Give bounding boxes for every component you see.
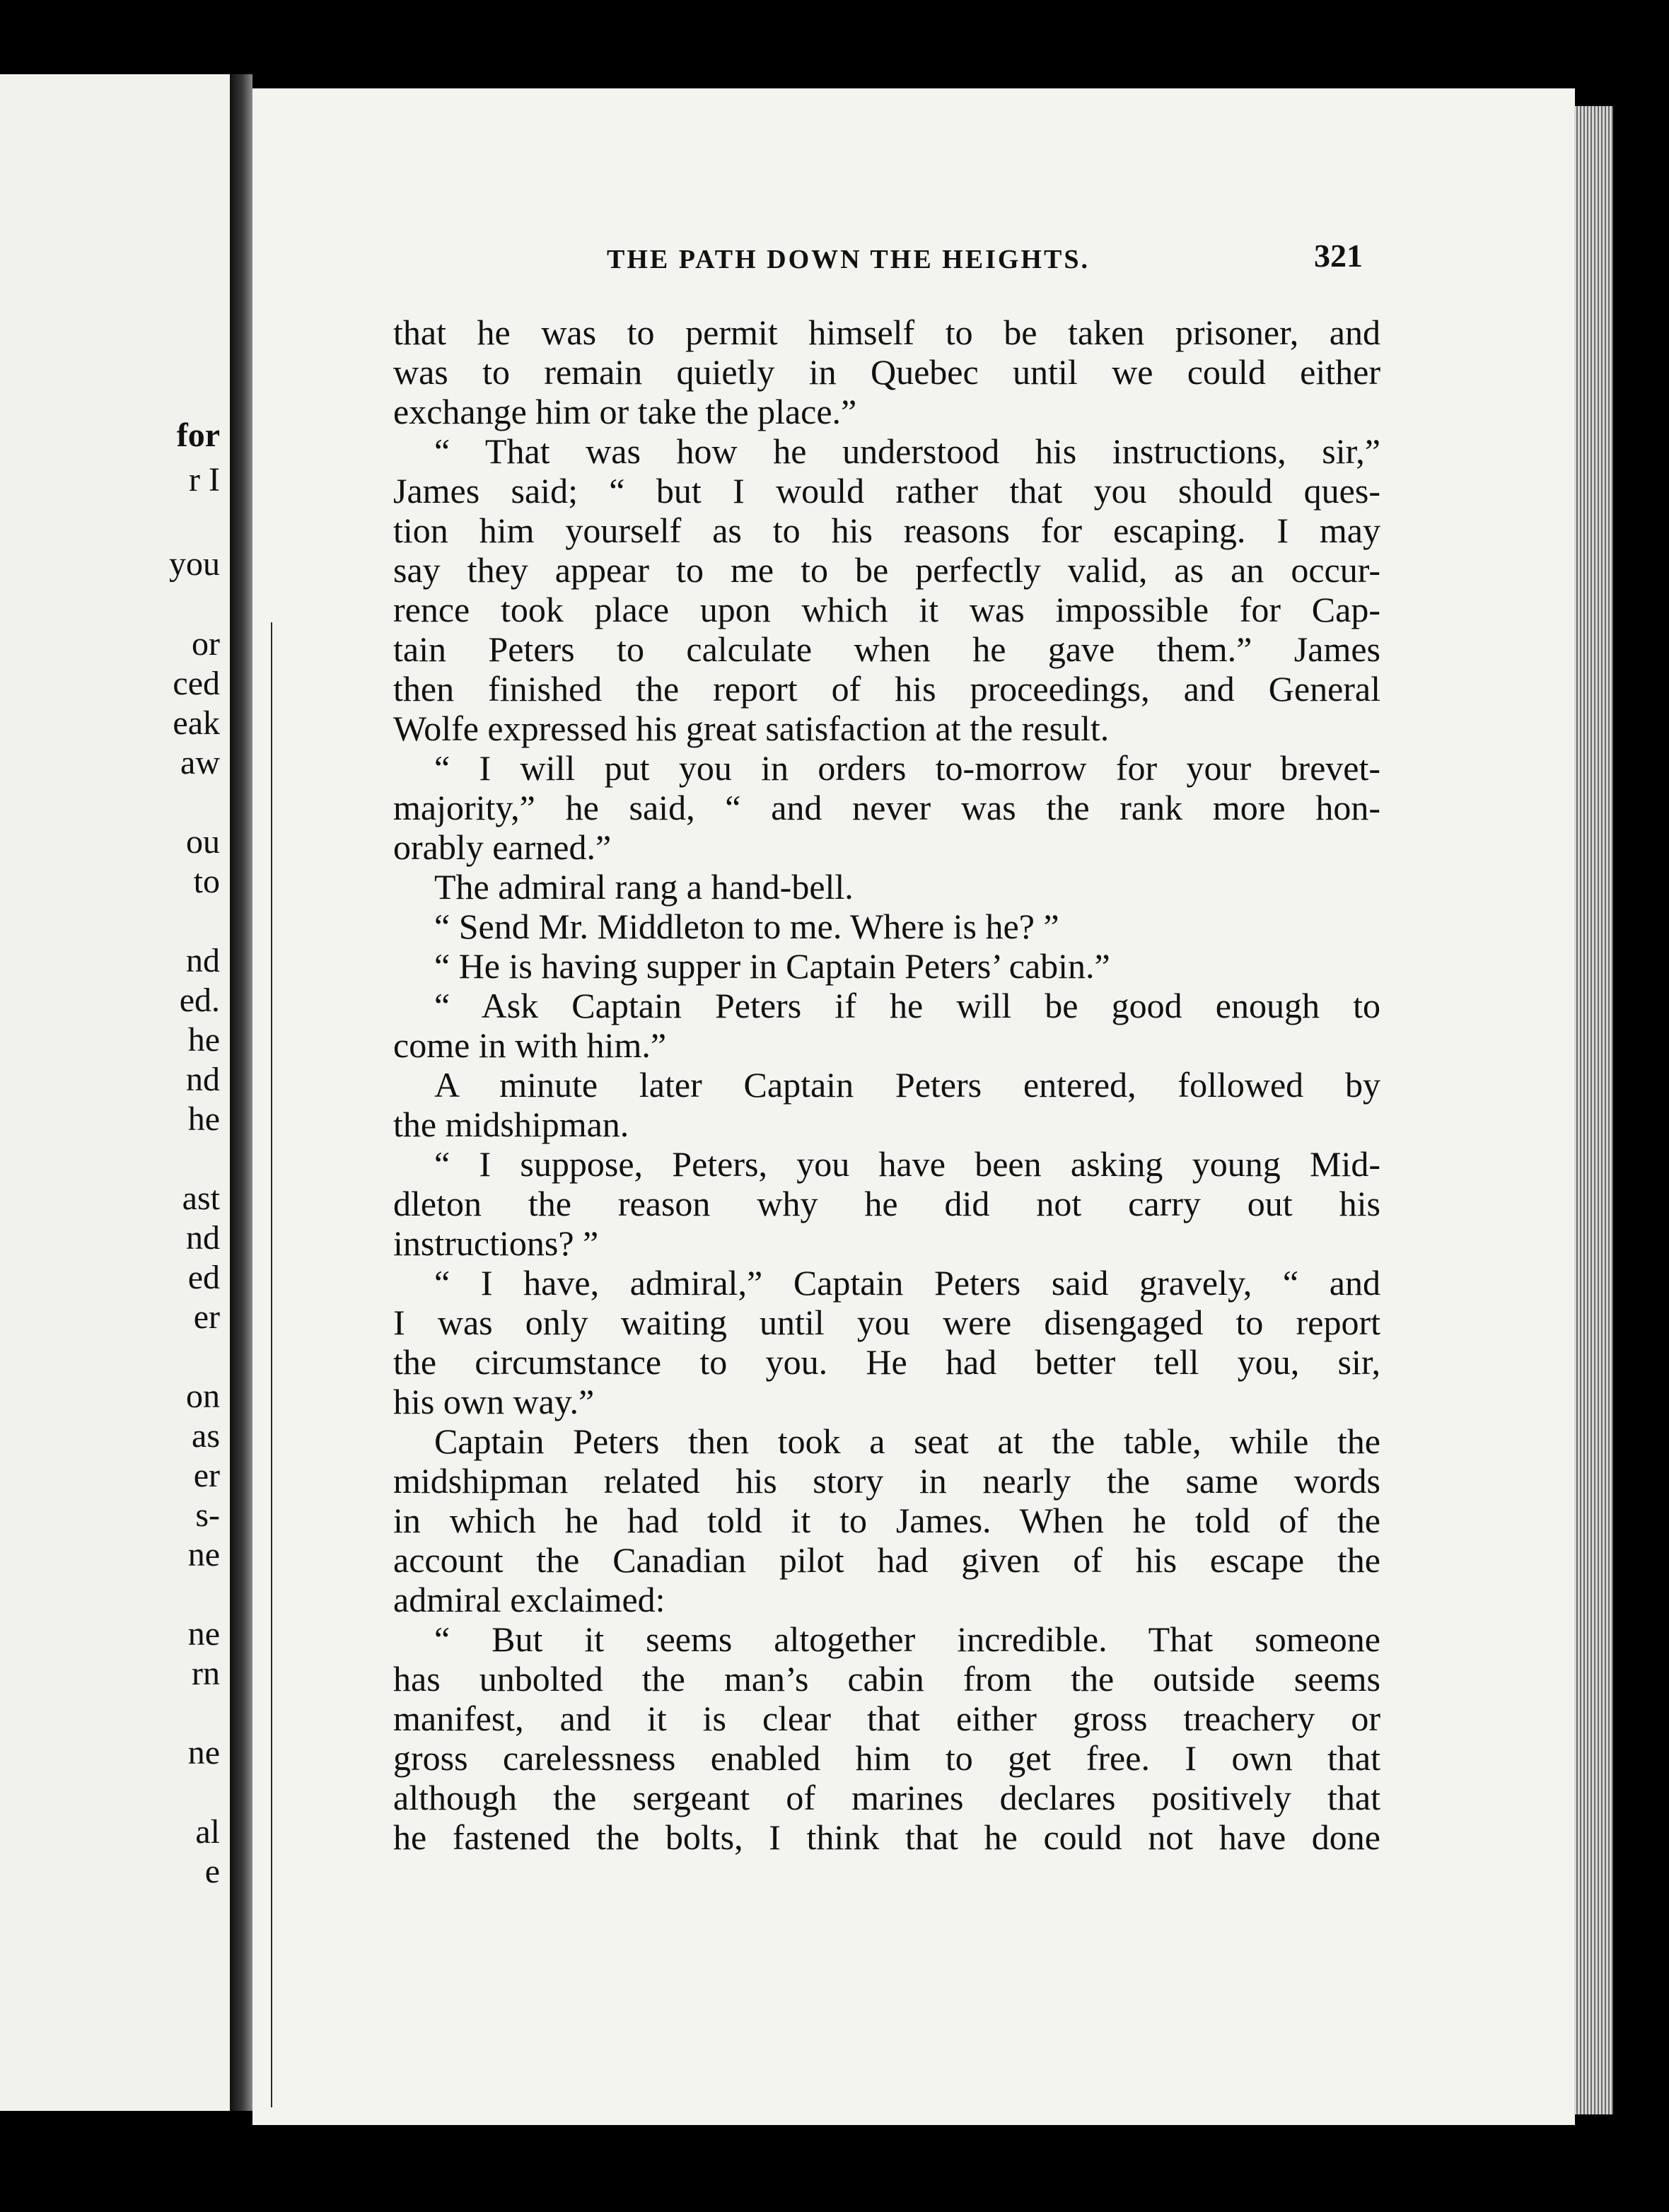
text-line: the circumstance to you. He had better tell you, sir, <box>393 1342 1380 1382</box>
left-page-fragment: ou <box>186 823 220 861</box>
text-line: his own way.” <box>393 1382 595 1421</box>
text-line: he fastened the bolts, I think that he could not have done <box>393 1817 1380 1857</box>
text-line: exchange him or take the place.” <box>393 392 857 431</box>
running-head: THE PATH DOWN THE HEIGHTS. <box>607 245 1090 274</box>
text-line: in which he had told it to James. When he told of the <box>393 1501 1380 1540</box>
text-line: the midshipman. <box>393 1105 629 1144</box>
text-line: tain Peters to calculate when he gave them.” James <box>393 629 1380 669</box>
text-line: Captain Peters then took a seat at the table, while the <box>434 1421 1380 1461</box>
text-line: has unbolted the man’s cabin from the outside seems <box>393 1659 1380 1699</box>
text-line: “ That was how he understood his instructions, sir,” <box>434 431 1380 471</box>
page-number: 321 <box>1314 238 1363 274</box>
left-page-fragment: to <box>193 863 220 900</box>
left-page <box>0 74 230 2111</box>
text-line: orably earned.” <box>393 827 612 867</box>
text-line: come in with him.” <box>393 1025 667 1065</box>
text-line: account the Canadian pilot had given of his escape the <box>393 1540 1380 1580</box>
text-line: dleton the reason why he did not carry out his <box>393 1184 1380 1223</box>
left-page-fragment: ced <box>173 665 220 702</box>
left-page-fragment: nd <box>186 1061 220 1098</box>
left-page-fragment: he <box>187 1021 220 1059</box>
left-page-fragment: he <box>187 1100 220 1138</box>
left-page-fragment: for <box>176 417 220 454</box>
page-edge <box>1574 106 1613 2114</box>
text-line: Wolfe expressed his great satisfaction at the result. <box>393 709 1110 748</box>
text-line: “ But it seems altogether incredible. That someone <box>434 1619 1380 1659</box>
body-text <box>393 313 1380 1857</box>
text-line: tion him yourself as to his reasons for escaping. I may <box>393 511 1380 550</box>
text-line: “ Send Mr. Middleton to me. Where is he? ” <box>434 907 1059 946</box>
left-page-fragment: er <box>193 1298 220 1336</box>
left-page-fragment: er <box>193 1457 220 1494</box>
text-line: manifest, and it is clear that either gross treachery or <box>393 1699 1380 1738</box>
text-line: The admiral rang a hand-bell. <box>434 867 854 907</box>
text-line: that he was to permit himself to be taken prisoner, and <box>393 313 1380 352</box>
left-page-fragment: ed <box>187 1259 220 1296</box>
text-line: instructions? ” <box>393 1223 599 1263</box>
text-line: then finished the report of his proceedings, and General <box>393 669 1380 709</box>
left-page-fragment: as <box>192 1417 220 1455</box>
text-line: I was only waiting until you were disengaged to report <box>393 1303 1380 1342</box>
left-page-fragment: aw <box>180 744 220 781</box>
left-page-fragment: ne <box>187 1734 220 1771</box>
left-page-fragment: nd <box>186 1219 220 1257</box>
page-crease <box>271 622 272 2107</box>
text-line: A minute later Captain Peters entered, followed by <box>434 1065 1380 1105</box>
left-page-fragment: or <box>192 625 220 663</box>
text-line: gross carelessness enabled him to get free. I own that <box>393 1738 1380 1778</box>
left-page-fragment: r I <box>189 461 220 499</box>
text-line: rence took place upon which it was impossible for Cap- <box>393 590 1380 629</box>
text-line: “ He is having supper in Captain Peters’ cabin.” <box>434 946 1110 986</box>
left-page-fragment: al <box>195 1813 220 1851</box>
left-page-fragment: ed. <box>179 982 220 1019</box>
text-line: “ I suppose, Peters, you have been asking young Mid- <box>434 1144 1380 1184</box>
left-page-fragment: you <box>169 545 220 583</box>
left-page-fragment: rn <box>192 1655 220 1692</box>
text-line: say they appear to me to be perfectly valid, as an occur- <box>393 550 1380 590</box>
left-page-fragment: on <box>186 1378 220 1415</box>
left-page-fragment: ne <box>187 1615 220 1653</box>
left-page-fragment: nd <box>186 942 220 979</box>
text-line: although the sergeant of marines declares positively that <box>393 1778 1380 1817</box>
left-page-fragment: eak <box>173 704 220 742</box>
text-line: admiral exclaimed: <box>393 1580 665 1619</box>
text-line: was to remain quietly in Quebec until we could either <box>393 352 1380 392</box>
book-gutter <box>230 74 252 2111</box>
left-page-fragment: ne <box>187 1536 220 1573</box>
text-line: “ Ask Captain Peters if he will be good enough to <box>434 986 1380 1025</box>
text-line: midshipman related his story in nearly the same words <box>393 1461 1380 1501</box>
text-line: “ I will put you in orders to-morrow for your brevet- <box>434 748 1380 788</box>
left-page-fragment: ast <box>182 1180 220 1217</box>
text-line: majority,” he said, “ and never was the rank more hon- <box>393 788 1380 827</box>
text-line: James said; “ but I would rather that you should ques- <box>393 471 1380 511</box>
left-page-fragment: e <box>204 1853 220 1890</box>
left-page-fragment: s- <box>195 1496 220 1534</box>
text-line: “ I have, admiral,” Captain Peters said gravely, “ and <box>434 1263 1380 1303</box>
